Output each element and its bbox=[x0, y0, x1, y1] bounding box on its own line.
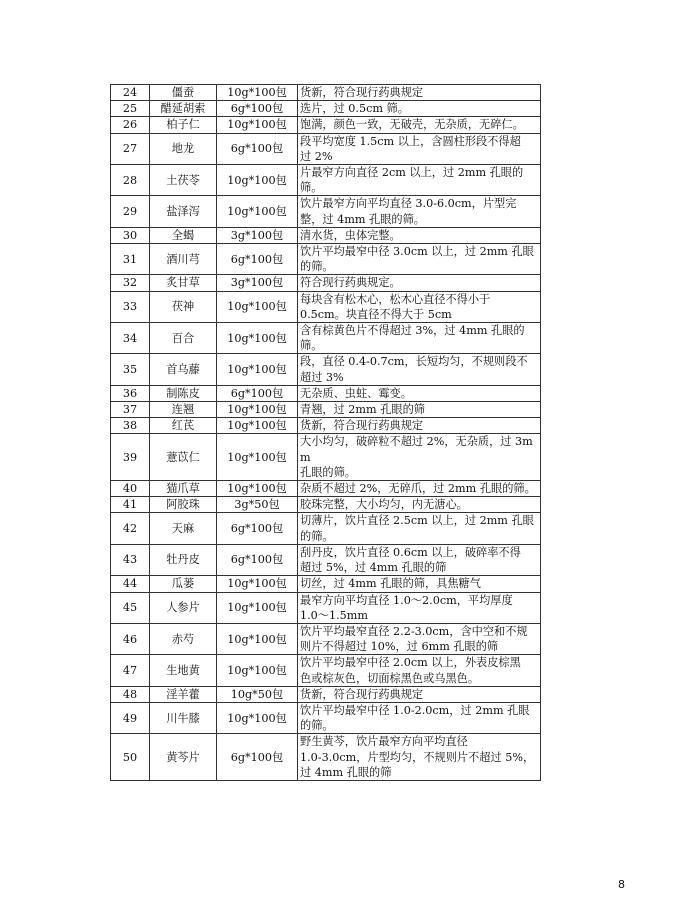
herb-name-cell: 首乌藤 bbox=[150, 354, 217, 385]
spec-table-body bbox=[111, 85, 541, 781]
package-spec-cell: 6g*100包 bbox=[217, 385, 298, 401]
herb-name-cell: 连翘 bbox=[150, 402, 217, 418]
package-spec-cell: 10g*100包 bbox=[217, 323, 298, 354]
table-row bbox=[111, 354, 541, 385]
row-number-cell: 24 bbox=[111, 85, 150, 101]
quality-requirement-cell: 大小均匀，破碎粒不超过 2%，无杂质，过 3mm 孔眼的筛。 bbox=[298, 434, 541, 481]
herb-name-cell: 赤芍 bbox=[150, 623, 217, 654]
row-number-cell: 26 bbox=[111, 117, 150, 133]
row-number-cell: 44 bbox=[111, 576, 150, 592]
row-number-cell: 30 bbox=[111, 227, 150, 243]
package-spec-cell: 10g*100包 bbox=[217, 481, 298, 497]
row-number-cell: 47 bbox=[111, 655, 150, 686]
package-spec-cell: 6g*100包 bbox=[217, 133, 298, 164]
herb-name-cell: 阿胶珠 bbox=[150, 497, 217, 513]
table-row bbox=[111, 291, 541, 322]
row-number-cell: 33 bbox=[111, 291, 150, 322]
table-row bbox=[111, 513, 541, 544]
package-spec-cell: 6g*100包 bbox=[217, 101, 298, 117]
quality-requirement-cell: 饮片平均最窄直径 2.2-3.0cm，含中空和不规 则片不得超过 10%，过 6mm 孔眼的筛 bbox=[298, 623, 541, 654]
package-spec-cell: 10g*100包 bbox=[217, 291, 298, 322]
table-row bbox=[111, 402, 541, 418]
quality-requirement-cell: 货新，符合现行药典规定 bbox=[298, 418, 541, 434]
row-number-cell: 34 bbox=[111, 323, 150, 354]
herb-name-cell: 人参片 bbox=[150, 592, 217, 623]
table-row bbox=[111, 623, 541, 654]
herb-name-cell: 炙甘草 bbox=[150, 275, 217, 291]
row-number-cell: 46 bbox=[111, 623, 150, 654]
row-number-cell: 35 bbox=[111, 354, 150, 385]
table-row bbox=[111, 734, 541, 781]
package-spec-cell: 10g*100包 bbox=[217, 165, 298, 196]
row-number-cell: 40 bbox=[111, 481, 150, 497]
row-number-cell: 45 bbox=[111, 592, 150, 623]
table-row bbox=[111, 702, 541, 733]
row-number-cell: 28 bbox=[111, 165, 150, 196]
package-spec-cell: 3g*100包 bbox=[217, 227, 298, 243]
herb-name-cell: 薏苡仁 bbox=[150, 434, 217, 481]
table-row bbox=[111, 165, 541, 196]
package-spec-cell: 10g*100包 bbox=[217, 655, 298, 686]
quality-requirement-cell: 货新，符合现行药典规定 bbox=[298, 85, 541, 101]
package-spec-cell: 10g*100包 bbox=[217, 402, 298, 418]
table-row bbox=[111, 497, 541, 513]
quality-requirement-cell: 段平均宽度 1.5cm 以上，含圆柱形段不得超 过 2% bbox=[298, 133, 541, 164]
table-row bbox=[111, 196, 541, 227]
herb-name-cell: 地龙 bbox=[150, 133, 217, 164]
quality-requirement-cell: 含有棕黄色片不得超过 3%，过 4mm 孔眼的 筛。 bbox=[298, 323, 541, 354]
table-row bbox=[111, 655, 541, 686]
row-number-cell: 25 bbox=[111, 101, 150, 117]
quality-requirement-cell: 每块含有松木心，松木心直径不得小于 0.5cm。块直径不得大于 5cm bbox=[298, 291, 541, 322]
quality-requirement-cell: 符合现行药典规定。 bbox=[298, 275, 541, 291]
table-row bbox=[111, 117, 541, 133]
herb-name-cell: 醋延胡索 bbox=[150, 101, 217, 117]
row-number-cell: 31 bbox=[111, 244, 150, 275]
herb-name-cell: 全蝎 bbox=[150, 227, 217, 243]
row-number-cell: 27 bbox=[111, 133, 150, 164]
quality-requirement-cell: 货新，符合现行药典规定 bbox=[298, 686, 541, 702]
quality-requirement-cell: 切薄片，饮片直径 2.5cm 以上，过 2mm 孔眼 的筛。 bbox=[298, 513, 541, 544]
table-row bbox=[111, 385, 541, 401]
quality-requirement-cell: 胶珠完整，大小均匀，内无溏心。 bbox=[298, 497, 541, 513]
package-spec-cell: 6g*100包 bbox=[217, 544, 298, 575]
package-spec-cell: 10g*100包 bbox=[217, 623, 298, 654]
row-number-cell: 43 bbox=[111, 544, 150, 575]
quality-requirement-cell: 饮片最窄方向平均直径 3.0-6.0cm，片型完 整，过 4mm 孔眼的筛。 bbox=[298, 196, 541, 227]
quality-requirement-cell: 段，直径 0.4-0.7cm，长短均匀，不规则段不 超过 3% bbox=[298, 354, 541, 385]
package-spec-cell: 10g*100包 bbox=[217, 434, 298, 481]
herb-name-cell: 百合 bbox=[150, 323, 217, 354]
quality-requirement-cell: 饮片平均最窄中径 3.0cm 以上，过 2mm 孔眼 的筛。 bbox=[298, 244, 541, 275]
package-spec-cell: 10g*100包 bbox=[217, 196, 298, 227]
herb-name-cell: 盐泽泻 bbox=[150, 196, 217, 227]
herb-name-cell: 茯神 bbox=[150, 291, 217, 322]
herb-name-cell: 淫羊藿 bbox=[150, 686, 217, 702]
quality-requirement-cell: 青翘，过 2mm 孔眼的筛 bbox=[298, 402, 541, 418]
row-number-cell: 32 bbox=[111, 275, 150, 291]
quality-requirement-cell: 清水货，虫体完整。 bbox=[298, 227, 541, 243]
package-spec-cell: 10g*100包 bbox=[217, 354, 298, 385]
quality-requirement-cell: 饮片平均最窄中径 2.0cm 以上，外表皮棕黑 色或棕灰色，切面棕黑色或乌黑色。 bbox=[298, 655, 541, 686]
herb-name-cell: 牡丹皮 bbox=[150, 544, 217, 575]
row-number-cell: 38 bbox=[111, 418, 150, 434]
table-row bbox=[111, 544, 541, 575]
quality-requirement-cell: 片最窄方向直径 2cm 以上，过 2mm 孔眼的 筛。 bbox=[298, 165, 541, 196]
quality-requirement-cell: 野生黄芩，饮片最窄方向平均直径 1.0-3.0cm，片型均匀，不规则片不超过 5%， 过 4mm 孔眼的筛 bbox=[298, 734, 541, 781]
herb-name-cell: 红芪 bbox=[150, 418, 217, 434]
quality-requirement-cell: 饮片平均最窄中径 1.0-2.0cm，过 2mm 孔眼 的筛。 bbox=[298, 702, 541, 733]
herb-name-cell: 土茯苓 bbox=[150, 165, 217, 196]
herb-name-cell: 生地黄 bbox=[150, 655, 217, 686]
row-number-cell: 39 bbox=[111, 434, 150, 481]
table-row bbox=[111, 323, 541, 354]
table-row bbox=[111, 101, 541, 117]
quality-requirement-cell: 杂质不超过 2%，无碎爪，过 2mm 孔眼的筛。 bbox=[298, 481, 541, 497]
table-row bbox=[111, 686, 541, 702]
herb-name-cell: 天麻 bbox=[150, 513, 217, 544]
package-spec-cell: 10g*100包 bbox=[217, 418, 298, 434]
package-spec-cell: 6g*100包 bbox=[217, 244, 298, 275]
package-spec-cell: 6g*100包 bbox=[217, 734, 298, 781]
package-spec-cell: 10g*100包 bbox=[217, 592, 298, 623]
table-row bbox=[111, 576, 541, 592]
quality-requirement-cell: 饱满，颜色一致，无破壳，无杂质，无碎仁。 bbox=[298, 117, 541, 133]
package-spec-cell: 10g*50包 bbox=[217, 686, 298, 702]
herb-name-cell: 僵蚕 bbox=[150, 85, 217, 101]
package-spec-cell: 3g*100包 bbox=[217, 275, 298, 291]
row-number-cell: 36 bbox=[111, 385, 150, 401]
package-spec-cell: 10g*100包 bbox=[217, 702, 298, 733]
quality-requirement-cell: 刮丹皮，饮片直径 0.6cm 以上，破碎率不得 超过 5%，过 4mm 孔眼的筛 bbox=[298, 544, 541, 575]
quality-requirement-cell: 切丝，过 4mm 孔眼的筛，具焦糖气 bbox=[298, 576, 541, 592]
table-row bbox=[111, 481, 541, 497]
package-spec-cell: 3g*50包 bbox=[217, 497, 298, 513]
quality-requirement-cell: 选片，过 0.5cm 筛。 bbox=[298, 101, 541, 117]
row-number-cell: 48 bbox=[111, 686, 150, 702]
herb-name-cell: 猫爪草 bbox=[150, 481, 217, 497]
row-number-cell: 41 bbox=[111, 497, 150, 513]
spec-table bbox=[110, 84, 541, 781]
package-spec-cell: 6g*100包 bbox=[217, 513, 298, 544]
row-number-cell: 37 bbox=[111, 402, 150, 418]
row-number-cell: 50 bbox=[111, 734, 150, 781]
package-spec-cell: 10g*100包 bbox=[217, 117, 298, 133]
package-spec-cell: 10g*100包 bbox=[217, 85, 298, 101]
herb-name-cell: 柏子仁 bbox=[150, 117, 217, 133]
herb-name-cell: 黄芩片 bbox=[150, 734, 217, 781]
table-row bbox=[111, 418, 541, 434]
herb-name-cell: 川牛膝 bbox=[150, 702, 217, 733]
table-row bbox=[111, 133, 541, 164]
table-row bbox=[111, 592, 541, 623]
quality-requirement-cell: 最窄方向平均直径 1.0～2.0cm，平均厚度 1.0～1.5mm bbox=[298, 592, 541, 623]
table-row bbox=[111, 227, 541, 243]
herb-name-cell: 瓜蒌 bbox=[150, 576, 217, 592]
table-row bbox=[111, 85, 541, 101]
row-number-cell: 42 bbox=[111, 513, 150, 544]
table-row bbox=[111, 275, 541, 291]
table-row bbox=[111, 434, 541, 481]
package-spec-cell: 10g*100包 bbox=[217, 576, 298, 592]
quality-requirement-cell: 无杂质、虫蛀、霉变。 bbox=[298, 385, 541, 401]
row-number-cell: 29 bbox=[111, 196, 150, 227]
row-number-cell: 49 bbox=[111, 702, 150, 733]
herb-name-cell: 制陈皮 bbox=[150, 385, 217, 401]
herb-name-cell: 酒川芎 bbox=[150, 244, 217, 275]
table-row bbox=[111, 244, 541, 275]
page-number: 8 bbox=[618, 878, 625, 891]
